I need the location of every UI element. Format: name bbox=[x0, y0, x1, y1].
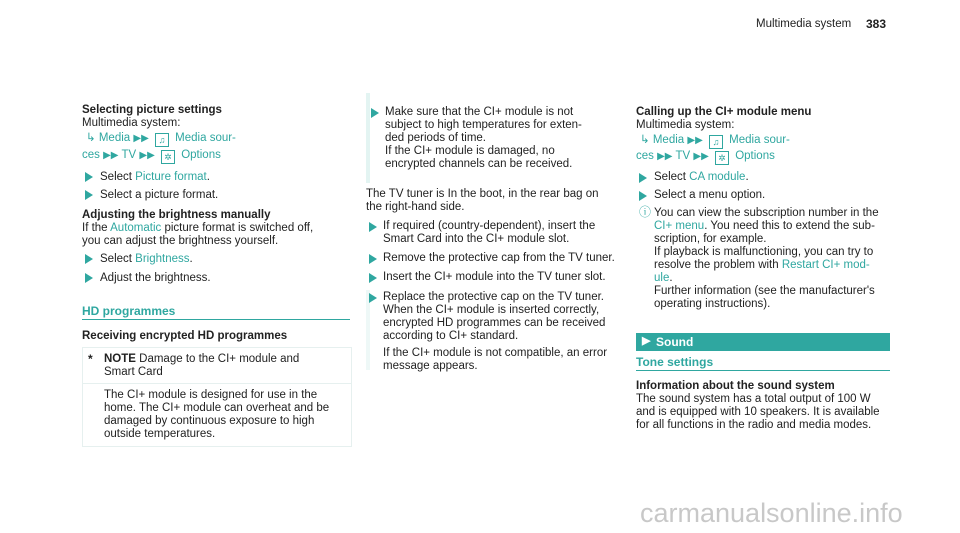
music-note-icon: ♫ bbox=[709, 135, 723, 149]
step-select-picture-format: Select Picture format. bbox=[100, 171, 210, 183]
ci-menu-link[interactable]: CI+ menu bbox=[654, 220, 705, 232]
heading-ci-menu: Calling up the CI+ module menu bbox=[636, 106, 812, 118]
step-select-menu-option: Select a menu option. bbox=[654, 189, 766, 201]
chevron-right-icon: ▶▶ bbox=[133, 133, 149, 144]
chevron-right-icon: ▶▶ bbox=[103, 150, 119, 161]
path-media[interactable]: Media bbox=[652, 134, 685, 146]
heading-sound-system: Information about the sound system bbox=[636, 380, 835, 392]
bullet-icon bbox=[85, 273, 93, 283]
text-line: operating instructions). bbox=[654, 298, 771, 310]
text-line: message appears. bbox=[383, 360, 478, 372]
section-rule bbox=[82, 319, 350, 320]
text-line: scription, for example. bbox=[654, 233, 767, 245]
text-line: subject to high temperatures for exten- bbox=[385, 119, 582, 131]
restart-ci-module-link[interactable]: Restart CI+ mod- bbox=[781, 259, 870, 271]
text-line: ded periods of time. bbox=[385, 132, 487, 144]
text-line: If the CI+ module is damaged, no bbox=[385, 145, 555, 157]
path-media[interactable]: Media bbox=[98, 132, 131, 144]
nav-path-1 bbox=[86, 132, 236, 147]
brightness-link[interactable]: Brightness bbox=[135, 253, 190, 265]
note-body-1: The CI+ module is designed for use in the bbox=[104, 389, 318, 401]
text-line: Replace the protective cap on the TV tuner. bbox=[383, 291, 604, 303]
note-title-2: Smart Card bbox=[104, 366, 163, 378]
gear-icon: ✲ bbox=[161, 150, 175, 164]
text-line: The sound system has a total output of 100 W bbox=[636, 393, 871, 405]
bullet-icon bbox=[85, 190, 93, 200]
path-tv[interactable]: TV bbox=[675, 150, 691, 162]
note-body-2: home. The CI+ module can overheat and be bbox=[104, 402, 330, 414]
note-body-3: damaged by continuous exposure to high bbox=[104, 415, 315, 427]
note-body-4: outside temperatures. bbox=[104, 428, 216, 440]
path-media-sources[interactable]: Media sour- bbox=[175, 132, 236, 144]
chevron-right-icon: ▶▶ bbox=[657, 151, 673, 162]
automatic-link[interactable]: Automatic bbox=[110, 222, 162, 234]
info-icon: ⓘ bbox=[639, 205, 652, 219]
path-media-sources[interactable]: Media sour- bbox=[729, 134, 790, 146]
nav-path-2 bbox=[82, 149, 221, 164]
text-line: according to CI+ standard. bbox=[383, 330, 519, 342]
text-line: If the CI+ module is not compatible, an error bbox=[383, 347, 608, 359]
music-note-icon: ♫ bbox=[155, 133, 169, 147]
restart-ci-module-link-cont[interactable]: ule bbox=[654, 272, 670, 284]
page-number: 383 bbox=[866, 17, 887, 31]
note-title-1: NOTE Damage to the CI+ module and bbox=[104, 353, 300, 365]
path-ces[interactable]: ces bbox=[82, 149, 100, 161]
text-line: Make sure that the CI+ module is not bbox=[385, 106, 574, 118]
path-options[interactable]: Options bbox=[181, 149, 221, 161]
text-line: When the CI+ module is inserted correctly, bbox=[383, 304, 600, 316]
chevron-right-icon: ▶▶ bbox=[687, 135, 703, 146]
text-line: If playback is malfunctioning, you can try to bbox=[654, 246, 874, 258]
gear-icon: ✲ bbox=[715, 151, 729, 165]
text-line: Remove the protective cap from the TV tuner. bbox=[383, 252, 615, 264]
bullet-icon bbox=[85, 254, 93, 264]
text-line: Further information (see the manufacturer's bbox=[654, 285, 875, 297]
multimedia-system-label: Multimedia system: bbox=[82, 117, 181, 129]
heading-brightness: Adjusting the brightness manually bbox=[82, 209, 271, 221]
watermark: carmanualsonline.info bbox=[640, 498, 903, 528]
multimedia-system-label: Multimedia system: bbox=[636, 119, 735, 131]
return-arrow-icon: ↳ bbox=[640, 134, 650, 146]
bullet-icon bbox=[369, 273, 377, 283]
bullet-icon bbox=[85, 172, 93, 182]
text-line: and is equipped with 10 speakers. It is available bbox=[636, 406, 880, 418]
speaker-icon: ▶ bbox=[642, 335, 651, 347]
running-header: Multimedia system bbox=[756, 18, 852, 30]
text-line: for all functions in the radio and media modes. bbox=[636, 419, 872, 431]
step-select-brightness: Select Brightness. bbox=[100, 253, 193, 265]
nav-path-2 bbox=[636, 150, 775, 165]
text-line: Smart Card into the CI+ module slot. bbox=[383, 233, 570, 245]
return-arrow-icon: ↳ bbox=[86, 132, 96, 144]
picture-format-link[interactable]: Picture format bbox=[135, 171, 207, 183]
text-line: resolve the problem with Restart CI+ mod- bbox=[654, 259, 870, 271]
step-select-ca-module: Select CA module. bbox=[654, 171, 749, 183]
text-line: the right-hand side. bbox=[366, 201, 465, 213]
bullet-icon bbox=[369, 254, 377, 264]
bullet-icon bbox=[371, 108, 379, 118]
bullet-icon bbox=[639, 173, 647, 183]
text-line: ule. bbox=[654, 272, 673, 284]
warning-icon: * bbox=[88, 352, 93, 366]
path-tv[interactable]: TV bbox=[121, 149, 137, 161]
step-select-format: Select a picture format. bbox=[100, 189, 219, 201]
path-ces[interactable]: ces bbox=[636, 150, 654, 162]
text-line: CI+ menu. You need this to extend the sub- bbox=[654, 220, 875, 232]
chevron-right-icon: ▶▶ bbox=[693, 151, 709, 162]
band-title: Sound bbox=[656, 335, 694, 349]
brightness-text-1: If the Automatic picture format is switched off, bbox=[82, 222, 314, 234]
sound-band bbox=[636, 333, 890, 351]
bullet-icon bbox=[369, 293, 377, 303]
heading-receiving-hd: Receiving encrypted HD programmes bbox=[82, 330, 288, 342]
brightness-text-2: you can adjust the brightness yourself. bbox=[82, 235, 279, 247]
text-line: encrypted channels can be received. bbox=[385, 158, 573, 170]
path-options[interactable]: Options bbox=[735, 150, 775, 162]
chevron-right-icon: ▶▶ bbox=[139, 150, 155, 161]
step-adjust-brightness: Adjust the brightness. bbox=[100, 272, 211, 284]
section-hd-programmes: HD programmes bbox=[82, 304, 176, 318]
note-continuation-bar bbox=[366, 93, 370, 183]
section-rule bbox=[636, 370, 890, 371]
text-line: encrypted HD programmes can be received bbox=[383, 317, 606, 329]
section-tone-settings: Tone settings bbox=[636, 355, 714, 369]
text-line: If required (country-dependent), insert the bbox=[383, 220, 596, 232]
nav-path-1 bbox=[640, 134, 790, 149]
bullet-icon bbox=[369, 222, 377, 232]
text-line: You can view the subscription number in the bbox=[654, 207, 879, 219]
bullet-icon bbox=[639, 191, 647, 201]
text-line: Insert the CI+ module into the TV tuner slot. bbox=[383, 271, 606, 283]
heading-selecting-picture: Selecting picture settings bbox=[82, 104, 222, 116]
text-line: The TV tuner is In the boot, in the rear bag on bbox=[366, 188, 599, 200]
ca-module-link[interactable]: CA module bbox=[689, 171, 746, 183]
